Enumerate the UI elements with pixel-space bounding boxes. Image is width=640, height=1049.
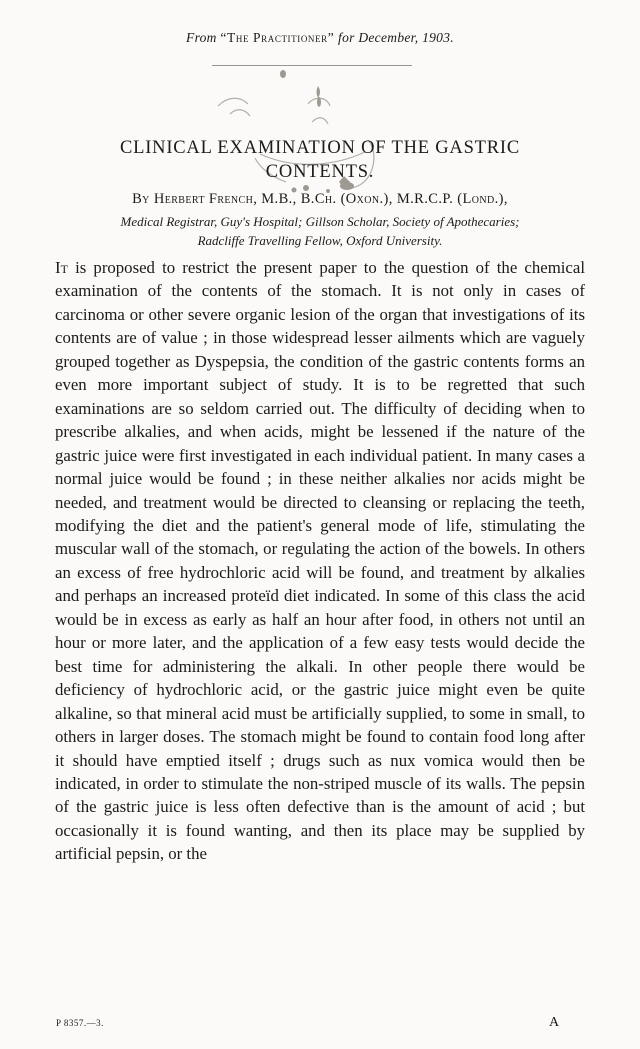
title-line-2: CONTENTS. [265,162,375,182]
from-label: From [186,30,217,45]
body-paragraph: is proposed to restrict the present paper to the question of the chemical examination of the contents of the stomach. It is not only in cases of carcinoma or other severe organic lesion of the organ that investigations of its contents are of value ; in those widespread lesser ailments which are vaguely grouped together as Dyspepsia, the condition of the gastric contents forms an even more important subject of study. It is to be regretted that such examinations are so seldom carried out. The difficulty of deciding when to prescribe alkalies, and when acids, might be lessened if the nature of the gastric juice were first investigated in each individual patient. In many cases a normal juice would be found ; in these neither alkalies nor acids might be needed, and treatment would be directed to cleansing or replacing the teeth, modifying the diet and the patient's general mode of life, stimulating the muscular wall of the stomach, or regulating the action of the bowels. In others an excess of free hydrochloric acid will be found, and treatment by alkalies and perhaps an increased proteïd diet indicated. In some of this class the acid would be in excess as early as half an hour after food, in others not until an hour or more later, and the application of a few easy tests would decide the best time for administering the alkali. In other people there would be deficiency of hydrochloric acid, or the gastric juice might even be quite alkaline, so that mineral acid must be artificially supplied, to some in small, to others in larger doses. The stomach might be found to contain food long after it should have emptied itself ; drugs such as nux vomica would then be indicated, in order to stimulate the non-striped muscle of its walls. The pepsin of the gastric juice is less often defective than is the amount of acid ; but occasionally it is found wanting, and then its place may be supplied by artificial pepsin, or the [55,258,585,864]
source-line [0,30,640,46]
article-title [55,136,585,184]
author-affiliation [40,212,600,250]
author-byline: By Herbert French, M.B., B.Ch. (Oxon.), M.R.C.P. (Lond.), [132,191,508,207]
first-word: It [55,258,68,277]
affiliation-line-1: Medical Registrar, Guy's Hospital; Gillson Scholar, Society of Apothecaries; [120,214,520,229]
issue-date: for December, 1903. [338,30,454,45]
source-title: “The Practitioner” [220,30,335,45]
signature-mark: A [549,1015,560,1030]
article-body [55,256,585,866]
affiliation-line-2: Radcliffe Travelling Fellow, Oxford University. [197,233,443,248]
print-code: P 8357.—3. [56,1018,104,1028]
title-line-1: CLINICAL EXAMINATION OF THE GASTRIC [119,138,521,158]
